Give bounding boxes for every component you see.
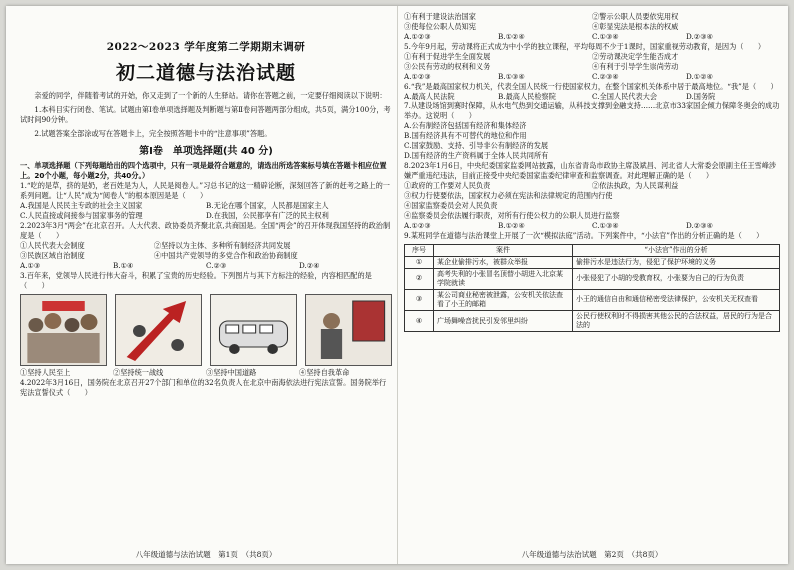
caption: ④坚持自我革命 (299, 368, 350, 378)
question-3-captions (20, 368, 392, 378)
question-5: 5.今年9月起，劳动课将正式成为中小学的独立课程，平均每周不少于1课时，国家重视劳动教育，是因为（ ） (404, 41, 766, 51)
caption: ①坚持人民至上 (20, 368, 71, 378)
illustration-bus (210, 294, 297, 366)
statement: ④有利于引导学生崇尚劳动 (592, 61, 679, 71)
option-b: B.①④ (113, 260, 134, 270)
statement: ①政府的工作要对人民负责 (404, 180, 491, 190)
table-cell: 小张侵犯了小胡的受教育权，小张要为自己的行为负责 (573, 268, 780, 289)
question-8-options (404, 221, 780, 231)
part-title: 一、单项选择题（下列每题给出的四个选项中，只有一项是最符合题意的，请选出所选答案标号填在答题卡相应位置上。20个小题，每小题2分，共40分。） (20, 161, 387, 181)
option-d: D.国有经济的生产资料属于全体人民共同所有 (404, 151, 549, 161)
option-c: C.②③ (206, 260, 227, 270)
question-2-statements (20, 241, 392, 261)
exam-sheet (6, 6, 788, 564)
option-d: D.②④ (299, 260, 320, 270)
option-b: B.①②④ (498, 31, 525, 41)
note-1: 1.本科目实行闭卷、笔试。试题由第Ⅰ卷单项选择题及判断题与第Ⅱ卷问答题两部分组成，共5页，满分100分，考试时间90分钟。 (20, 104, 391, 124)
statement: ②依法执政，为人民谋利益 (592, 180, 679, 190)
caption: ②坚持统一战线 (113, 368, 164, 378)
exam-title: 初二道德与法治试题 (115, 62, 296, 85)
table-row (405, 268, 780, 289)
question-9: 9.某班同学在道德与法治课堂上开展了一次“模拟法庭”活动。下列案件中，“小法官”作出的分析正确的是（ ） (404, 230, 764, 240)
table-header: 案件 (434, 244, 573, 256)
intro-text: 亲爱的同学，伴随着考试的开始，你又走到了一个新的人生驿站。请你在答题之前，一定要仔细阅读以下说明： (34, 90, 387, 100)
illustration-arrow (115, 294, 202, 366)
year-title: 2022～2023 学年度第二学期期末调研 (106, 41, 306, 53)
statement: ③民族区域自治制度 (20, 250, 85, 260)
question-7: 7.从建设场馆到赛时保障，从水电气热到交通运输，从科技支撑到金融支持……北京市33家国企倾力保障冬奥会的成功举办。这说明（ ） (404, 101, 780, 121)
option-b: B.无论在哪个国家，人民都是国家主人 (206, 201, 329, 210)
table-cell: ① (405, 256, 434, 268)
option-c: C.①③④ (592, 220, 619, 230)
page-footer: 八年级道德与法治试题 第2页 （共8页） (521, 549, 663, 559)
question-4-statements (404, 12, 780, 32)
option-d: D.国务院 (686, 91, 716, 101)
option-b: B.国有经济具有不可替代的地位和作用 (404, 131, 527, 141)
table-cell: ④ (405, 311, 434, 332)
statement: ④中国共产党领导的多党合作和政治协商制度 (153, 250, 298, 260)
question-3: 3.百年来，党领导人民进行伟大奋斗，积累了宝贵的历史经验。下列图片与其下方标注的经验，内容相匹配的是（ ） (20, 270, 372, 290)
section-title: 第Ⅰ卷 单项选择题(共 40 分) (139, 146, 273, 158)
option-a: A.我国是人民民主专政的社会主义国家 (20, 201, 143, 210)
statement: ④彰显宪法是根本法的权威 (592, 21, 679, 31)
option-c: C.国家鼓励、支持、引导非公有制经济的发展 (404, 141, 549, 151)
option-c: C.人民直接或间接参与国家事务的管理 (20, 210, 143, 220)
question-5-options (404, 72, 780, 82)
table-row (405, 311, 780, 332)
question-6: 6.“我”是最高国家权力机关，代表全国人民统一行使国家权力，在整个国家机关体系中居于最高地位。“我”是（ ） (404, 81, 778, 91)
option-a: A.①②③ (404, 31, 431, 41)
statement: ③使每位公职人员知宪 (404, 21, 476, 31)
table-cell: ③ (405, 289, 434, 310)
statement: ②劳动课决定学生能否成才 (592, 51, 679, 61)
option-d: D.在我国，公民都享有广泛的民主权利 (206, 210, 329, 220)
option-d: D.②③④ (686, 220, 714, 230)
table-header-row (405, 244, 780, 256)
table-row (405, 256, 780, 268)
page-divider (397, 6, 398, 564)
question-1: 1.“吃的是草，挤的是奶，老百姓是为人，人民是阅卷人。”习总书记的这一精辟论断，深刻回答了新的赶考之路上的一系列问题。让“人民”成为“阅卷人”的根本原因是是（ ） (20, 181, 390, 201)
option-c: C.②③④ (592, 71, 619, 81)
option-a: A.①③ (20, 260, 41, 270)
illustration-crowd (20, 294, 107, 366)
option-d: D.②③④ (686, 31, 714, 41)
statement: ③公民有劳动的权利和义务 (404, 61, 491, 71)
table-cell: 高考失利的小张冒名顶替小胡进入北京某学院就读 (434, 268, 573, 289)
table-header: “小法官”作出的分析 (573, 244, 780, 256)
option-c: C.①③④ (592, 31, 619, 41)
option-a: A.最高人民法院 (404, 91, 455, 101)
statement: ②坚持以为主体、多种所有制经济共同发展 (153, 240, 291, 250)
question-5-statements (404, 52, 780, 72)
question-4: 4.2022年3月16日，国务院在北京召开27个部门和单位的32名负责人在北京中南海依法进行宪法宣誓。国务院举行宪法宣誓仪式（ ） (20, 378, 387, 398)
statement: ④国家监察委员会对人民负责 (404, 200, 498, 210)
statement: ①有利于建设法治国家 (404, 12, 476, 21)
statement: ①人民代表大会制度 (20, 240, 85, 250)
statement: ①有利于促进学生全面发展 (404, 51, 491, 61)
table-cell: 偷排污水是违法行为，侵犯了保护环境的义务 (573, 256, 780, 268)
statement: ④监察委员会依法履行职责，对所有行使公权力的公职人员进行监察 (404, 210, 620, 220)
table-cell: 某公司商业秘密被泄露，公安机关依法查看了小王的邮箱 (434, 289, 573, 310)
table-cell: ② (405, 268, 434, 289)
option-a: A.①②③ (404, 71, 431, 81)
table-row (405, 289, 780, 310)
question-3-illustrations (20, 294, 392, 366)
option-d: D.①②④ (686, 71, 714, 81)
case-table (404, 244, 780, 333)
page-2 (404, 6, 780, 564)
table-header: 序号 (405, 244, 434, 256)
table-cell: 某企业偷排污水，被群众举报 (434, 256, 573, 268)
option-b: B.①②④ (498, 220, 525, 230)
page-1 (20, 6, 392, 564)
question-2: 2.2023年3月“两会”在北京召开。人大代表、政协委员齐聚北京,共商国是。全国“两会”的召开体现我国坚持的政治制度是（ ） (20, 220, 391, 240)
table-cell: 广场舞噪音扰民引发邻里纠纷 (434, 311, 573, 332)
question-4-options (404, 32, 780, 42)
note-2: 2.试题答案全部涂或写在答题卡上，完全按照答题卡中的“注意事项”答题。 (34, 128, 272, 138)
statement: ②警示公职人员要依宪用权 (592, 12, 679, 21)
table-cell: 小王的通信自由和通信秘密受法律保护，公安机关无权查看 (573, 289, 780, 310)
question-8: 8.2023年1月6日，中央纪委国家监委网站披露，山东省青岛市政协主席汲斌昌、河北省人大常委会原副主任王雪峰涉嫌严重违纪违法，目前正接受中央纪委国家监委纪律审查和监察调查。对此理解正确的是（ ） (404, 161, 777, 180)
question-2-options (20, 261, 392, 271)
option-b: B.①③④ (498, 71, 525, 81)
statement: ③权力行使要依法，国家权力必须在宪法和法律规定的范围内行使 (404, 190, 613, 200)
caption: ③坚持中国道路 (206, 368, 257, 378)
table-cell: 公民行使权利时不得损害其他公民的合法权益，居民的行为是合法的 (573, 311, 780, 332)
question-6-options (404, 92, 780, 102)
option-b: B.最高人民检察院 (498, 91, 556, 101)
option-c: C.全国人民代表大会 (592, 91, 658, 101)
question-8-statements (404, 181, 780, 191)
illustration-figure (305, 294, 392, 366)
page-footer: 八年级道德与法治试题 第1页 （共8页） (135, 549, 277, 559)
option-a: A.公有制经济包括国有经济和集体经济 (404, 121, 527, 131)
option-a: A.①②③ (404, 220, 431, 230)
question-1-options (20, 201, 392, 221)
